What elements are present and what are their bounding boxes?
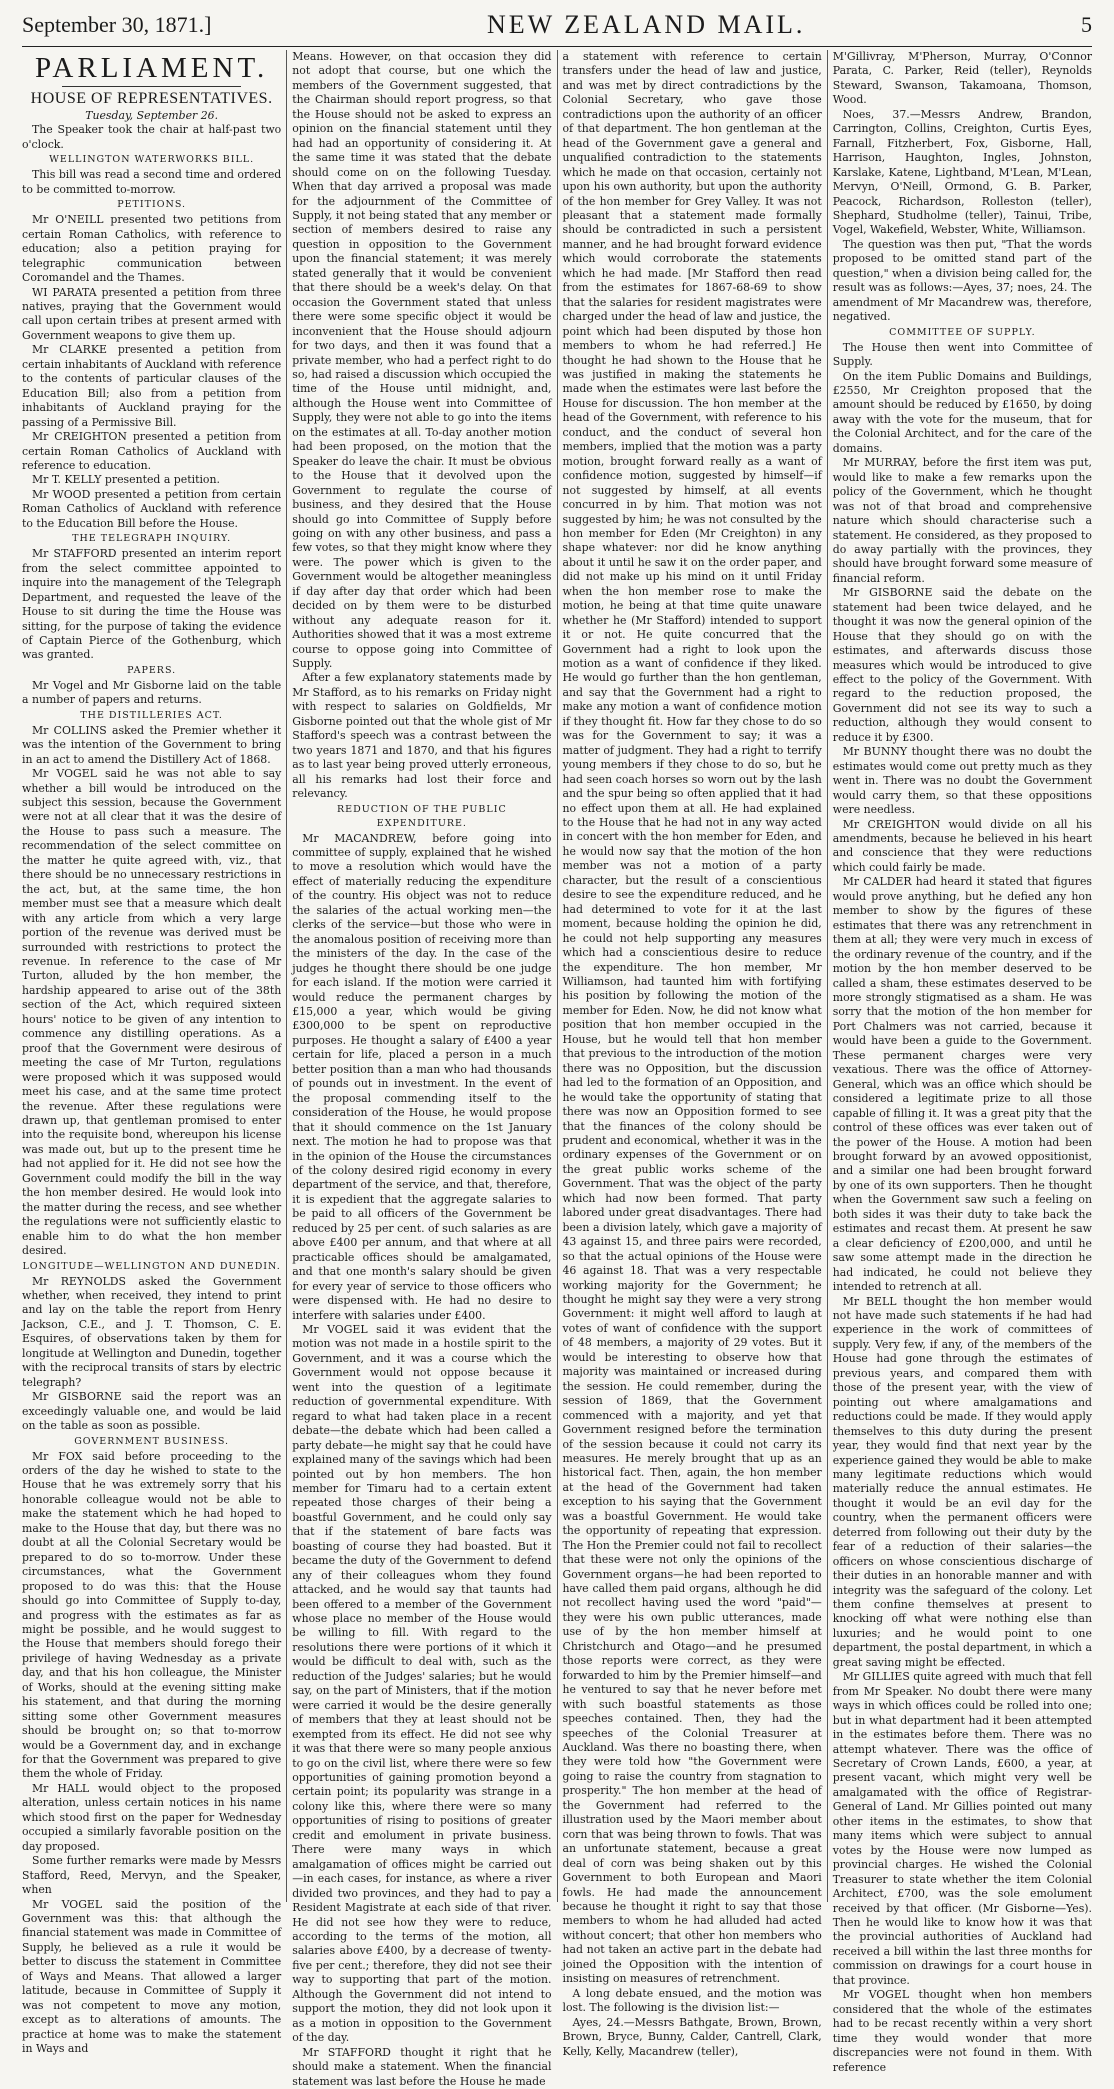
paragraph: Mr CALDER had heard it stated that figures would prove anything, but he defied any hon member to show by the figures of these estimates that there was any retrenchment in them at all; they were very much in excess of the ordinary revenue of the country, and if the motion by the hon member deserved to be called a sham, these estimates deserved to be more strongly stigmatised as a sham. He was sorry that the motion of the hon member for Port Chalmers was not carried, because it would have been a guide to the Government. These permanent charges were very vexatious. There was the office of Attorney-General, which was an office which should be considered a legitimate prize to all those capable of filling it. It was a great pity that the control of these offices was ever taken out of the power of the House. A motion had been brought forward by an avowed oppositionist, and a similar one had been brought forward by one of its own supporters. Then he thought when the Government saw such a feeling on both sides it was their duty to take back the estimates and recast them. At present he saw a clear deficiency of £200,000, and until he saw some attempt made in the direction he had indicated, he could not believe they intended to retrench at all. bbox=[832, 875, 1092, 1294]
paragraph: Mr FOX said before proceeding to the orders of the day he wished to state to the House that he was extremely sorry that his honorable colleague would not be able to make the statement which he had hoped to make to the House that day, but there was no doubt at all the Colonial Secretary would be prepared to do so to-morrow. Under these circumstances, what the Government proposed to do was this: that the House should go into Committee of Supply to-day, and progress with the estimates as far as might be possible, and he would suggest to the House that members should forego their privilege of having Wednesday as a private day, and that his hon colleague, the Minister of Works, should at the evening sitting make his statement, and that during the morning sitting some other Government measures should be brought on; so that to-morrow would be a Government day, and in exchange for that the Government was prepared to give them the whole of Friday. bbox=[22, 1449, 282, 1781]
paragraph: WI PARATA presented a petition from three natives, praying that the Government would call upon certain tribes at present armed with Government weapons to give them up. bbox=[22, 285, 282, 342]
column-1 bbox=[22, 50, 286, 2056]
paragraph: This bill was read a second time and ordered to be committed to-morrow. bbox=[22, 168, 282, 196]
paragraph: Mr GISBORNE said the report was an exceedingly valuable one, and would be laid on the table as soon as possible. bbox=[22, 1390, 282, 1433]
subheading: GOVERNMENT BUSINESS. bbox=[74, 1435, 230, 1447]
subheading: COMMITTEE OF SUPPLY. bbox=[889, 326, 1036, 338]
page-number: 5 bbox=[1080, 12, 1092, 37]
paragraph: Mr GISBORNE said the debate on the statement had been twice delayed, and he thought it was now the general opinion of the House that they should go on with the estimates, and afterwards discuss those measures which would be introduced to give effect to the policy of the Government. With regard to the reduction proposed, the Government did not see its way to such a reduction, although they would consent to reduce it by £300. bbox=[832, 586, 1092, 744]
subheading: REDUCTION OF THE PUBLIC EXPENDITURE. bbox=[337, 803, 507, 829]
title-rule bbox=[62, 86, 241, 87]
paragraph: Mr CREIGHTON would divide on all his amendments, because he believed in his heart and conscience that they were reductions which could fairly be made. bbox=[832, 817, 1092, 874]
paragraph: The House then went into Committee of Supply. bbox=[832, 340, 1092, 369]
issue-date: September 30, 1871.] bbox=[22, 12, 212, 37]
paragraph: On the item Public Domains and Buildings, £2550, Mr Creighton proposed that the amount should be reduced by £1650, by doing away with the vote for the museum, that for the Colonial Architect, and for the care of the domains. bbox=[832, 369, 1092, 455]
paragraph: Mr VOGEL thought when hon members considered that the whole of the estimates had to be recast recently within a very short time they would wonder that more discrepancies were not found in them. With reference bbox=[832, 1988, 1092, 2074]
paragraph: Mr MACANDREW, before going into committee of supply, explained that he wished to move a resolution which would have the effect of materially reducing the expenditure of the country. His object was not to reduce the salaries of the actual working men—the clerks of the service—but those who were in the anomalous position of receiving more than the ministers of the day. In the case of the judges he thought there should be one judge for each island. If the motion were carried it would reduce the permanent charges by £15,000 a year, which would be giving £300,000 to be spent on reproductive purposes. He thought a salary of £400 a year certain for life, placed a person in a much better position than a man who had thousands of pounds out in investment. In the event of the proposal commending itself to the consideration of the House, he would propose that it should commence on the 1st January next. The motion he had to propose was that in the opinion of the House the circumstances of the colony desired rigid economy in every department of the service, and that, therefore, it is expedient that the aggregate salaries to be paid to all officers of the Government be reduced by 25 per cent. of such salaries as are above £400 per annum, and that where at all practicable offices should be amalgamated, and that one month's salary should be given for every year of service to those officers who were dispensed with. He had no desire to interfere with salaries under £400. bbox=[292, 831, 552, 1322]
paragraph: Mr VOGEL said he was not able to say whether a bill would be introduced on the subject this session, because the Government were not at all clear that it was the desire of the House to pass such a measure. The recommendation of the select committee on the matter he quite agreed with, viz., that there should be no unnecessary restrictions in the act, but, at the same time, the hon member must see that a measure which dealt with any article from which a very large portion of the revenue was derived must be surrounded with restrictions to protect the revenue. In reference to the case of Mr Turton, alluded by the hon member, the hardship appeared to arise out of the 38th section of the Act, which required sixteen hours' notice to be given of any intention to commence any distilling operations. As a proof that the Government were desirous of meeting the case of Mr Turton, regulations were proposed which it was supposed would meet his case, and at the same time protect the revenue. After these regulations were drawn up, that gentleman promised to enter into the requisite bond, whereupon his license was made out, but up to the present time he had not applied for it. He did not see how the Government could modify the bill in the way the hon member desired. He would look into the matter during the recess, and see whether the regulations were not sufficiently elastic to enable him to do what the hon member desired. bbox=[22, 767, 282, 1258]
paragraph: Means. However, on that occasion they did not adopt that course, but one which the members of the Government suggested, that the Chairman should report progress, so that the House should not be asked to express an opinion on the financial statement until they had had an opportunity of considering it. At the same time it was stated that the debate should come on on the following Tuesday. When that day arrived a proposal was made for the adjournment of the Committee of Supply, it not being stated that any member or section of members desired to raise any question in opposition to the Government upon the financial statement; it was merely stated generally that it would be convenient that there should be a week's delay. On that occasion the Government stated that unless there were some specific object it would be inconvenient that the House should adjourn for two days, and then it was found that a private member, who had a perfect right to do so, had raised a discussion which occupied the time of the House until midnight, and, although the House went into Committee of Supply, they were not able to go into the items on the estimates at all. To-day another motion had been proposed, on the motion that the Speaker do leave the chair. It must be obvious to the House that it devolved upon the Government to regulate the course of business, and they desired that the House should go into Committee of Supply before going on with any other business, and pass a few votes, so that they might know where they were. The power which is given to the Government would be altogether meaningless if day after day that order which had been decided on by them were to be disturbed without any adequate reason for it. Authorities showed that it was a most extreme course to oppose going into Committee of Supply. bbox=[292, 50, 552, 671]
paragraph: Mr WOOD presented a petition from certain Roman Catholics of Auckland with reference to the Education Bill before the House. bbox=[22, 487, 282, 530]
paragraph: Mr Vogel and Mr Gisborne laid on the table a number of papers and returns. bbox=[22, 678, 282, 707]
paper-title: NEW ZEALAND MAIL. bbox=[486, 10, 806, 39]
paragraph: Noes, 37.—Messrs Andrew, Brandon, Carrington, Collins, Creighton, Curtis Eyes, Farnall, Fitzherbert, Fox, Gisborne, Hall, Harrison, Haughton, Ingles, Johnston, Karslake, Katene, Lightband, M'Lean, M'Lean, Mervyn, O'Neill, Ormond, G. B. Parker, Peacock, Richardson, Rolleston (teller), Shephard, Studholme (teller), Tainui, Tribe, Vogel, Wakefield, Webster, White, Williamson. bbox=[832, 107, 1092, 237]
paragraph: Mr GILLIES quite agreed with much that fell from Mr Speaker. No doubt there were many ways in which offices could be rolled into one; but in what department had it been attempted in the estimates before them. There was no attempt whatever. There was the office of Secretary of Crown Lands, £600, a year, at present vacant, which might very well be amalgamated with the office of Registrar-General of Land. Mr Gillies pointed out many other items in the estimates, to show that many items which were subject to annual votes by the House were now lumped as provincial charges. He wished the Colonial Treasurer to state whether the item Colonial Architect, £700, was the sole emolument received by that officer. (Mr Gisborne—Yes). Then he would like to know how it was that the provincial authorities of Auckland had received a bill within the last three months for commission on drawings for a court house in that province. bbox=[832, 1670, 1092, 1987]
paragraph: Ayes, 24.—Messrs Bathgate, Brown, Brown, Brown, Bryce, Bunny, Calder, Cantrell, Clark, Kelly, Kelly, Macandrew (teller), bbox=[562, 2015, 822, 2058]
subheading: THE TELEGRAPH INQUIRY. bbox=[72, 533, 232, 545]
column-2 bbox=[286, 50, 556, 2088]
paragraph: a statement with reference to certain transfers under the head of law and justice, and was met by direct contradictions by the Colonial Secretary, who gave those contradictions upon the authority of an officer of that department. The hon gentleman at the head of the Government gave a general and unqualified contradiction to the statements which he made on that occasion, certainly not upon his own authority, but upon the authority of the hon member for Grey Valley. It was not pleasant that a statement made formally should be contradicted in such a persistent manner, and he had brought forward evidence which would corroborate the statements which he had made. [Mr Stafford then read from the estimates for 1867-68-69 to show that the salaries for resident magistrates were charged under the head of law and justice, the point which had been disputed by those hon members to whom he had referred.] He thought he had shown to the House that he was justified in making the statements he made when the estimates were last before the House for discussion. The hon member at the head of the Government, with reference to his conduct, and the conduct of several hon members, implied that the motion was a party motion, brought forward really as a want of confidence motion, suggested by himself—if not suggested by himself, at all events concurred in by him. That motion was not suggested by him; he was not consulted by the hon member for Eden (Mr Creighton) in any shape whatever: nor did he know anything about it until he saw it on the order paper, and did not make up his mind on it until Friday when the hon member rose to make the motion, he being at that time quite unaware whether he (Mr Stafford) intended to support it or not. He quite concurred that the Government had a right to look upon the motion as a want of confidence if they liked. He would go further than the hon gentleman, and say that the Government had a right to make any motion a want of confidence motion if they thought fit. How far they chose to do so was for the Government to say; it was a matter of judgment. They had a right to terrify young members if they chose to do so, but he had seen coach horses so worn out by the lash and the spur being so often applied that it had no effect upon them at all. He had explained to the House that he had not in any way acted in concert with the hon member for Eden, and he would now say that the motion of the hon member was not a motion of a party character, but the result of a conscientious desire to see the expenditure reduced, and he had determined to vote for it at the last moment, because holding the opinion he did, he could not help supporting any measures which had a conscientious desire to reduce the expenditure. The hon member, Mr Williamson, had taunted him with fortifying his position by following the motion of the member for Eden. Now, he did not know what position that hon member occupied in the House, but he would tell that hon member that previous to the introduction of the motion there was no Opposition, but the discussion had led to the formation of an Opposition, and he would take the opportunity of stating that there was now an Opposition formed to see that the finances of the colony should be prudent and economical, whether it was in the ordinary expenses of the Government or on the great public works scheme of the Government. That was the object of the party which had now been formed. That party labored under great disadvantages. There had been a division lately, which gave a majority of 43 against 15, and three pairs were recorded, so that the actual opinions of the House were 46 against 18. That was a very respectable working majority for the Government; he thought he might say they were a very strong Government: it might well afford to laugh at votes of want of confidence with the support of 48 members, a majority of 29 votes. But it would be interesting to observe how that majority was maintained or increased during the session. He could remember, during the session of 1869, that the Government commenced with a majority, and yet that Government resigned before the termination of the session because it could not carry its measures. He merely brought that up as an historical fact. Then, again, the hon member at the head of the Government had taken exception to his saying that the Government was a boastful Government. He would take the opportunity of repeating that expression. The Hon the Premier could not fail to recollect that these were not only the opinions of the Government organs—he had been reported to have called them paid organs, although he did not recollect having used the word "paid"—they were his own public utterances, made use of by the hon member himself at Christchurch and Otago—and he presumed those reports were correct, as they were forwarded to him by the Premier himself—and he ventured to say that he never before met with such boastful statements as those speeches contained. Then, they had the speeches of the Colonial Treasurer at Auckland. Was there no boasting there, when they were told how "the Government were going to raise the country from stagnation to prosperity." The hon member at the head of the Government had referred to the illustration used by the Maori member about corn that was being thrown to fowls. That was an unfortunate statement, because a great deal of corn was being shaken out by this Government to both European and Maori fowls. He had made the announcement because he thought it right to say that those members to whom he had alluded had acted without concert; that other hon members who had not taken an active part in the debate had joined the Opposition with the intention of insisting on measures of retrenchment. bbox=[562, 50, 822, 1986]
paragraph: The Speaker took the chair at half-past two o'clock. bbox=[22, 123, 282, 151]
paragraph: Some further remarks were made by Messrs Stafford, Reed, Mervyn, and the Speaker, when bbox=[22, 1854, 282, 1897]
subheading: LONGITUDE—WELLINGTON AND DUNEDIN. bbox=[22, 1260, 281, 1272]
subheading: WELLINGTON WATERWORKS BILL. bbox=[49, 154, 255, 166]
column-4 bbox=[827, 50, 1092, 2074]
sitting-date: Tuesday, September 26. bbox=[85, 109, 219, 122]
paragraph: Mr COLLINS asked the Premier whether it was the intention of the Government to bring in an act to amend the Distillery Act of 1868. bbox=[22, 723, 282, 766]
column-3 bbox=[557, 50, 827, 2058]
house-title: HOUSE OF REPRESENTATIVES. bbox=[30, 90, 273, 107]
paragraph: The question was then put, "That the words proposed to be omitted stand part of the question," when a division being called for, the result was as follows:—Ayes, 37; noes, 24. The amendment of Mr Macandrew was, therefore, negatived. bbox=[832, 237, 1092, 324]
paragraph: Mr STAFFORD presented an interim report from the select committee appointed to inquire into the management of the Telegraph Department, and requested the leave of the House to sit during the time the House was sitting, for the purpose of taking the evidence of Captain Pierce of the Gothenburg, which was granted. bbox=[22, 547, 282, 662]
subheading: PAPERS. bbox=[127, 664, 177, 676]
subheading: THE DISTILLERIES ACT. bbox=[80, 709, 223, 721]
masthead-rule bbox=[22, 46, 1092, 47]
paragraph: Mr O'NEILL presented two petitions from certain Roman Catholics, with reference to education; also a petition praying for telegraphic communication between Coromandel and the Thames. bbox=[22, 213, 282, 285]
paragraph: Mr REYNOLDS asked the Government whether, when received, they intend to print and lay on the table the report from Henry Jackson, C.E., and J. T. Thomson, C. E. Esquires, of observations taken by them for longitude at Wellington and Dunedin, together with the reciprocal transits of stars by electric telegraph? bbox=[22, 1274, 282, 1389]
paragraph: Mr MURRAY, before the first item was put, would like to make a few remarks upon the policy of the Government, which he thought was not of that broad and comprehensive nature which should characterise such a statement. He considered, as they proposed to do away partially with the provinces, they should have brought forward some measure of financial reform. bbox=[832, 456, 1092, 585]
paragraph: Mr BUNNY thought there was no doubt the estimates would come out pretty much as they went in. There was no doubt the Government would carry them, so that these oppositions were needless. bbox=[832, 745, 1092, 817]
paragraph: Mr HALL would object to the proposed alteration, unless certain notices in his name which stood first on the paper for Wednesday occupied a similarly favorable position on the day proposed. bbox=[22, 1781, 282, 1853]
paragraph: M'Gillivray, M'Pherson, Murray, O'Connor Parata, C. Parker, Reid (teller), Reynolds Steward, Swanson, Takamoana, Thomson, Wood. bbox=[832, 50, 1092, 107]
paragraph: Mr T. KELLY presented a petition. bbox=[32, 473, 220, 487]
masthead bbox=[22, 6, 1092, 44]
paragraph: Mr VOGEL said the position of the Government was this: that although the financial statement was made in Committee of Supply, he believed as a rule it would be better to discuss the statement in Committee of Ways and Means. That allowed a larger latitude, because in Committee of Supply it was not competent to move any motion, except as to alterations of amounts. The practice at home was to make the statement in Ways and bbox=[22, 1897, 282, 2056]
columns bbox=[22, 50, 1092, 2088]
paragraph: Mr BELL thought the hon member would not have made such statements if he had had experience in the work of committees of supply. Very few, if any, of the members of the House had gone through the estimates of previous years, and compared them with those of the present year, with the view of pointing out where amalgamations and reductions could be made. If they would apply themselves to this duty during the present year, they would find that next year by the experience gained they would be able to make many legitimate reductions which would materially reduce the annual estimates. He thought it would be an evil day for the country, when the permanent officers were deterred from following out their duty by the fear of a reduction of their salaries—the officers on whose conscientious discharge of their duties in an honorable manner and with integrity was the safeguard of the colony. Let them confine themselves at present to knocking off what were nothing else than luxuries; and he would point to one department, the postal department, in which a great saving might be effected. bbox=[832, 1294, 1092, 1669]
subheading: PETITIONS. bbox=[117, 199, 187, 211]
paragraph: After a few explanatory statements made by Mr Stafford, as to his remarks on Friday night with respect to salaries on Goldfields, Mr Gisborne pointed out that the whole gist of Mr Stafford's speech was a contrast between the two years 1871 and 1870, and that his figures as to last year being proved utterly erroneous, all his remarks had lost their force and relevancy. bbox=[292, 671, 552, 801]
paragraph: Mr CLARKE presented a petition from certain inhabitants of Auckland with reference to the contents of particular clauses of the Education Bill; also from a petition from inhabitants of Auckland praying for the passing of a Permissive Bill. bbox=[22, 343, 282, 429]
paragraph: A long debate ensued, and the motion was lost. The following is the division list:— bbox=[562, 1986, 822, 2015]
paragraph: Mr STAFFORD thought it right that he should make a statement. When the financial statement was last before the House he made bbox=[292, 2045, 552, 2088]
paragraph: Mr CREIGHTON presented a petition from certain Roman Catholics of Auckland with reference to education. bbox=[22, 430, 282, 472]
section-title: PARLIAMENT. bbox=[34, 52, 269, 84]
paragraph: Mr VOGEL said it was evident that the motion was not made in a hostile spirit to the Government, and it was a course which the Government would not oppose because it went into the question of a legitimate reduction of governmental expenditure. With regard to what had taken place in a recent debate—the debate which had been called a party debate—he might say that he could have explained many of the savings which had been pointed out by hon members. The hon member for Timaru had to a certain extent repeated those charges of their being a boastful Government, and he could only say that if the statement of bare facts was boasting of course they had boasted. But it became the duty of the Government to defend any of their colleagues whom they found attacked, and he would say that taunts had been offered to a member of the Government whose place no member of the House would be willing to fill. With regard to the resolutions there were portions of it which it would be difficult to deal with, such as the reduction of the Judges' salaries; but he would say, on the part of Ministers, that if the motion were carried it would be the desire generally of members that they at least should not be exempted from its effect. He did not see why it was that there were so many people anxious to go on the civil list, where there were so few opportunities of gaining promotion beyond a certain point; its popularity was strange in a colony like this, where there were so many opportunities of rising to positions of greater credit and emolument in private business. There were many ways in which amalgamation of offices might be carried out—in each cases, for instance, as where a river divided two provinces, and they had to pay a Resident Magistrate at each side of that river. He did not see how they were to reduce, according to the terms of the motion, all salaries above £400, by a decrease of twenty-five per cent.; therefore, they did not see their way to supporting that part of the motion. Although the Government did not intend to support the motion, they did not look upon it as a motion in opposition to the Government of the day. bbox=[292, 1322, 552, 2045]
